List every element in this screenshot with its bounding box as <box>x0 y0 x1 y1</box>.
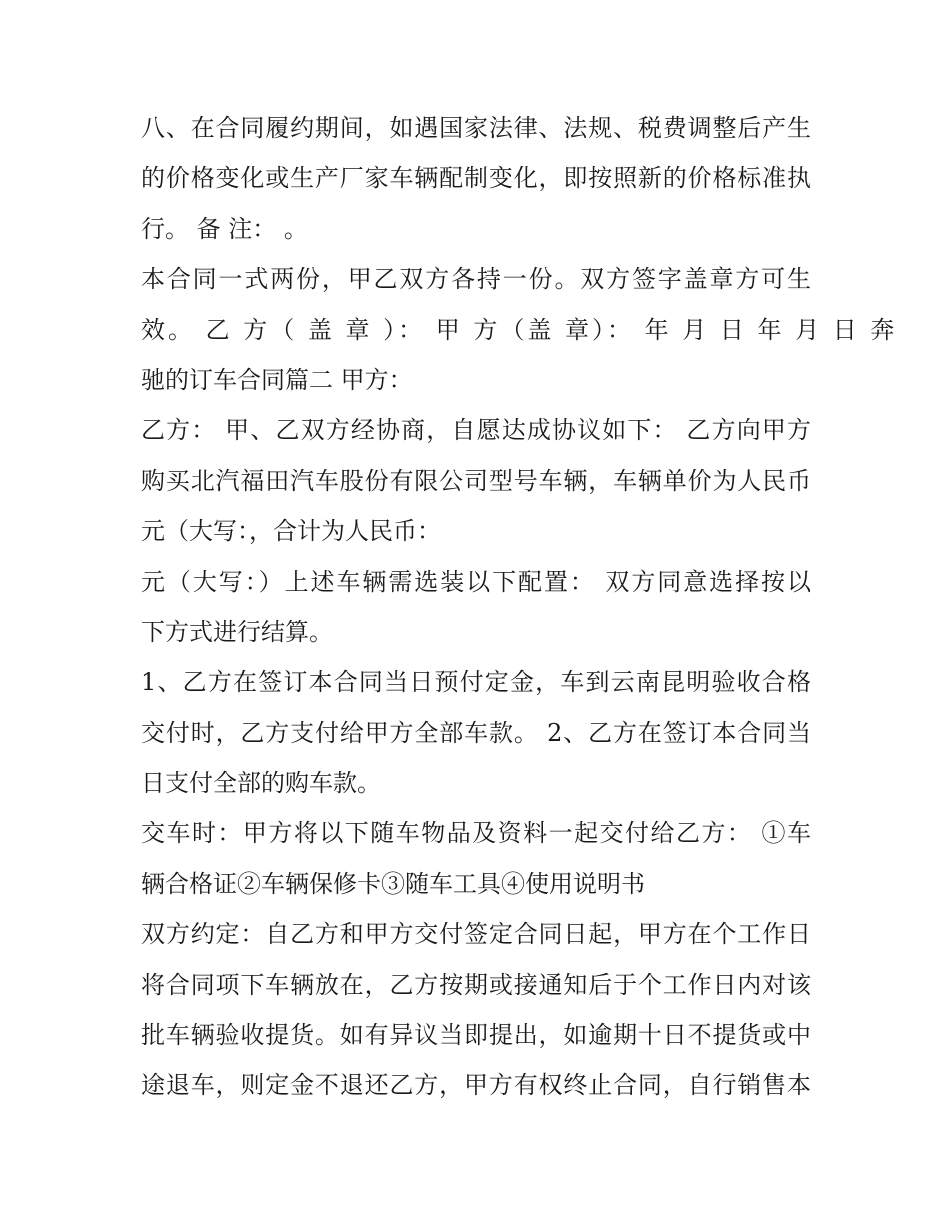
text-line: 将合同项下车辆放在，乙方按期或接通知后于个工作日内对该 <box>141 970 811 999</box>
text-line: 本合同一式两份，甲乙双方各持一份。双方签字盖章方可生 <box>141 265 811 294</box>
text-line: 1、乙方在签订本合同当日预付定金，车到云南昆明验收合格 <box>141 668 811 697</box>
text-line: 途退车，则定金不退还乙方，甲方有权终止合同，自行销售本 <box>141 1071 811 1100</box>
text-line: 驰的订车合同篇二 甲方： <box>141 365 413 394</box>
document-body <box>141 103 898 1111</box>
text-line: 交车时：甲方将以下随车物品及资料一起交付给乙方： ①车 <box>141 819 811 848</box>
text-line: 元（大写：，合计为人民币： <box>141 517 441 546</box>
text-line: 效。 乙 方（ 盖 章 ）： 甲 方（盖 章）： 年 月 日 年 月 日 奔 <box>141 315 898 344</box>
text-line: 八、在合同履约期间，如遇国家法律、法规、税费调整后产生 <box>141 114 811 142</box>
text-line: 双方约定：自乙方和甲方交付签定合同日起，甲方在个工作日 <box>141 920 811 949</box>
text-line: 下方式进行结算。 <box>141 617 333 646</box>
text-line: 辆合格证②车辆保修卡③随车工具④使用说明书 <box>141 869 645 898</box>
text-line: 批车辆验收提货。如有异议当即提出，如逾期十日不提货或中 <box>141 1021 811 1050</box>
text-line: 购买北汽福田汽车股份有限公司型号车辆，车辆单价为人民币 <box>141 466 811 495</box>
text-line: 的价格变化或生产厂家车辆配制变化，即按照新的价格标准执 <box>141 164 811 193</box>
text-line: 交付时，乙方支付给甲方全部车款。 2、乙方在签订本合同当 <box>141 718 811 747</box>
text-line: 日支付全部的购车款。 <box>141 769 381 798</box>
text-line: 乙方： 甲、乙双方经协商，自愿达成协议如下： 乙方向甲方 <box>141 416 811 445</box>
text-line: 行。 备 注： 。 <box>141 214 308 243</box>
text-line: 元（大写：）上述车辆需选装以下配置： 双方同意选择按以 <box>141 567 811 596</box>
